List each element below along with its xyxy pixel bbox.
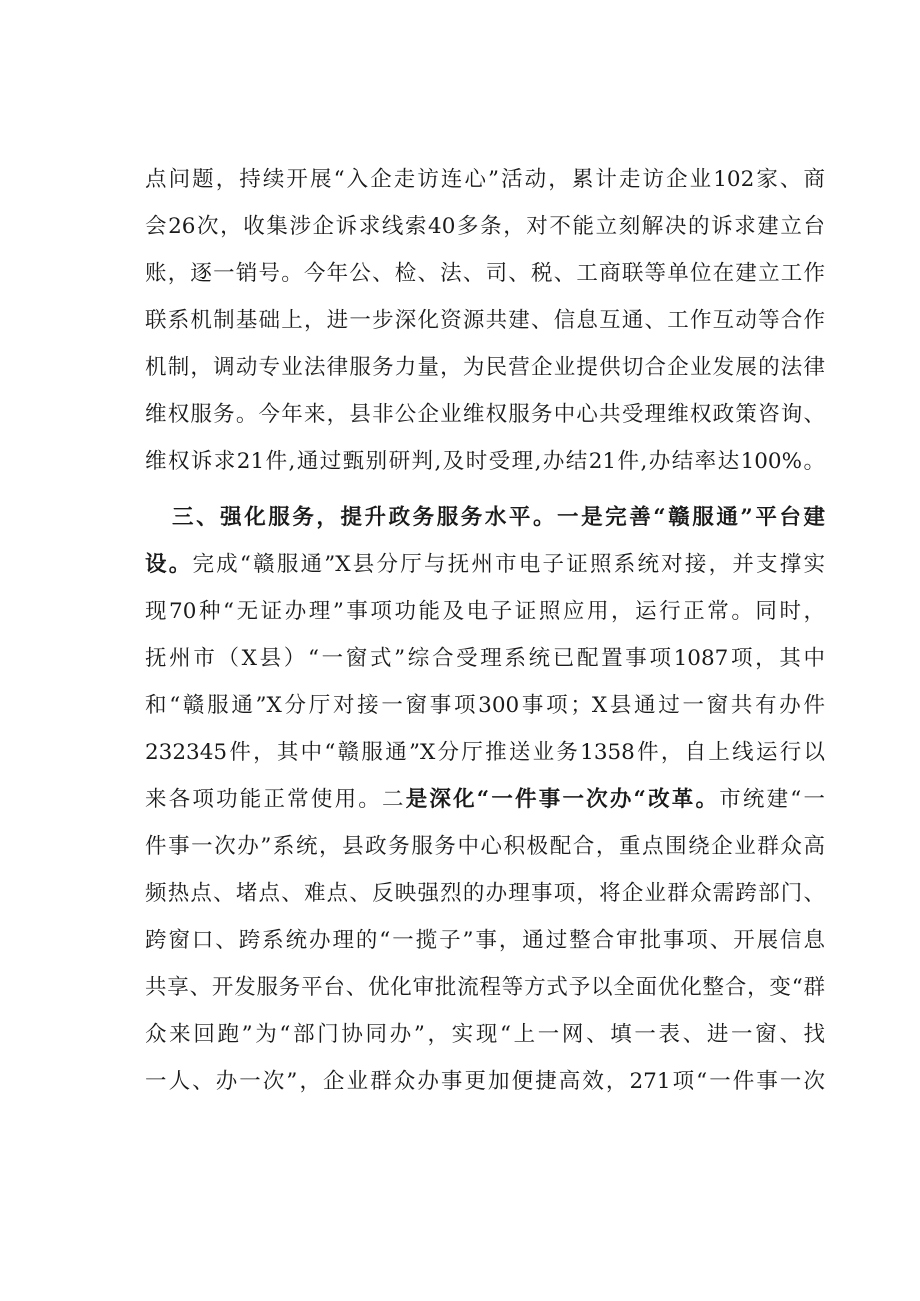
paragraph1-line-5: 机制，调动专业法律服务力量，为民营企业提供切合企业发展的法律	[145, 355, 825, 380]
paragraph1-line-1: 点问题，持续开展“入企走访连心”活动，累计走访企业102家、商	[145, 167, 825, 192]
heading-continuation: 设。	[145, 552, 193, 577]
paragraph1-line-2: 会26次，收集涉企诉求线索40多条，对不能立刻解决的诉求建立台	[145, 214, 825, 239]
paragraph2-line-4: 抚州市（X县）“一窗式”综合受理系统已配置事项1087项，其中	[145, 646, 825, 671]
paragraph2-line-6: 232345件，其中“赣服通”X分厅推送业务1358件，自上线运行以	[145, 740, 825, 765]
paragraph1-line-7: 维权诉求21件,通过甄别研判,及时受理,办结21件,办结率达100%。	[145, 449, 825, 474]
paragraph1-line-3: 账，逐一销号。今年公、检、法、司、税、工商联等单位在建立工作	[145, 261, 825, 286]
paragraph2-line-12: 众来回跑”为“部门协同办”，实现“上一网、填一表、进一窗、找	[145, 1022, 825, 1047]
paragraph2-line-2	[145, 545, 825, 585]
paragraph2-line-7-post: 市统建“一	[719, 787, 825, 812]
paragraph2-line-2-text: 完成“赣服通”X县分厅与抚州市电子证照系统对接，并支撑实	[192, 552, 825, 577]
paragraph2-line-3: 现70种“无证办理”事项功能及电子证照应用，运行正常。同时，	[145, 599, 825, 624]
paragraph2-line-7-pre: 来各项功能正常使用。二	[145, 787, 406, 812]
paragraph2-line-11: 共享、开发服务平台、优化审批流程等方式予以全面优化整合，变“群	[145, 975, 825, 1000]
section-heading-line: 三、强化服务，提升政务服务水平。一是完善“赣服通”平台建	[172, 505, 825, 530]
paragraph2-line-13: 一人、办一次”，企业群众办事更加便捷高效，271项“一件事一次	[145, 1069, 825, 1094]
paragraph1-line-4: 联系机制基础上，进一步深化资源共建、信息互通、工作互动等合作	[145, 308, 825, 333]
paragraph2-line-8: 件事一次办”系统，县政务服务中心积极配合，重点围绕企业群众高	[145, 834, 825, 859]
paragraph1-line-6: 维权服务。今年来，县非公企业维权服务中心共受理维权政策咨询、	[145, 402, 825, 427]
paragraph2-line-10: 跨窗口、跨系统办理的“一揽子”事，通过整合审批事项、开展信息	[145, 928, 825, 953]
paragraph2-line-5: 和“赣服通”X分厅对接一窗事项300事项；X县通过一窗共有办件	[145, 693, 825, 718]
paragraph2-line-9: 频热点、堵点、难点、反映强烈的办理事项，将企业群众需跨部门、	[145, 881, 825, 906]
subheading-reform: 是深化“一件事一次办“改革。	[405, 787, 720, 812]
paragraph2-line-7	[145, 780, 825, 820]
